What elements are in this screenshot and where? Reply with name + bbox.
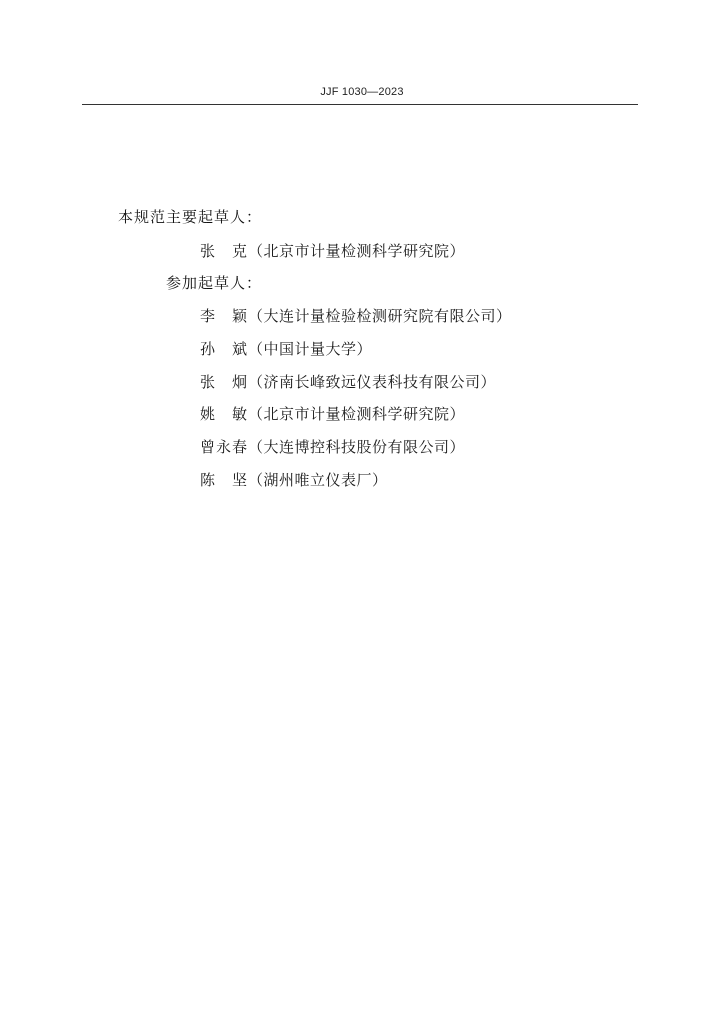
participating-drafter-row [200,305,512,326]
drafter-name: 曾永春 [200,438,249,456]
drafter-name: 姚 敏 [200,405,249,423]
drafter-organization: （北京市计量检测科学研究院） [248,242,466,260]
drafter-organization: （中国计量大学） [248,340,373,358]
drafter-organization: （大连博控科技股份有限公司） [248,438,466,456]
drafter-name: 张 克 [200,242,249,260]
participating-drafters-title: 参加起草人： [166,274,263,292]
drafter-name: 李 颖 [200,307,249,325]
standard-code-header: JJF 1030—2023 [320,86,404,98]
drafter-organization: （大连计量检验检测研究院有限公司） [248,307,512,325]
drafter-name: 孙 斌 [200,340,249,358]
participating-drafter-row [200,338,372,359]
header-divider [82,104,638,105]
drafter-name: 陈 坚 [200,471,249,489]
participating-drafter-row [200,403,465,424]
main-drafters-title: 本规范主要起草人： [118,208,263,226]
drafter-organization: （湖州唯立仪表厂） [248,471,388,489]
participating-drafter-row [200,436,465,457]
participating-drafter-row [200,371,496,392]
participating-drafter-row [200,469,388,490]
drafter-name: 张 炯 [200,373,249,391]
drafter-organization: （济南长峰致远仪表科技有限公司） [248,373,497,391]
drafter-organization: （北京市计量检测科学研究院） [248,405,466,423]
main-drafter-row [200,240,465,261]
